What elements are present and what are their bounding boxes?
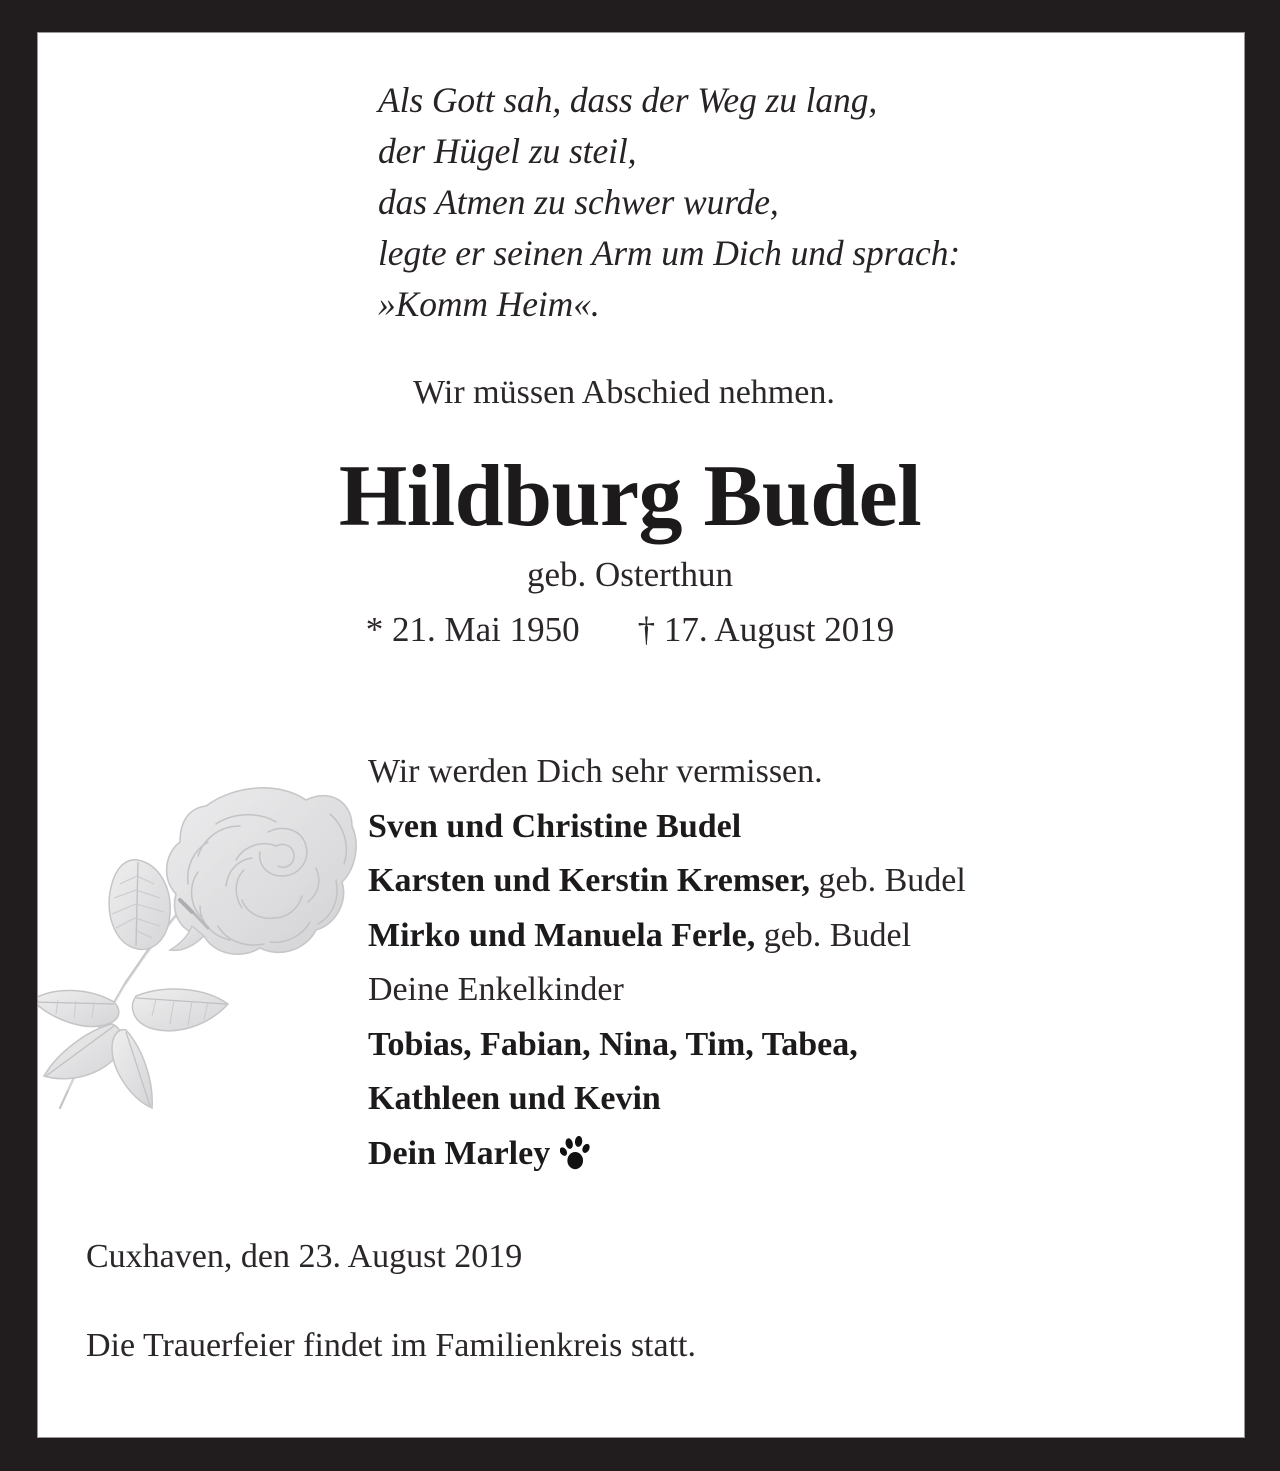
- mourner-name: Karsten und Kerstin Kremser,: [368, 862, 810, 899]
- place-and-date: Cuxhaven, den 23. August 2019: [86, 1238, 523, 1275]
- poem-line-3: das Atmen zu schwer wurde,: [378, 182, 779, 222]
- death-symbol: †: [637, 610, 656, 649]
- mourner-line: [368, 854, 1244, 909]
- mourner-name: Sven und Christine Budel: [368, 807, 742, 845]
- pet-line: [368, 1127, 1244, 1182]
- birth-symbol: *: [365, 610, 384, 649]
- missing-line: Wir werden Dich sehr vermissen.: [368, 753, 823, 790]
- mourner-name: Mirko und Manuela Ferle,: [368, 916, 756, 954]
- pet-name: Dein Marley: [368, 1134, 551, 1172]
- life-dates: [38, 605, 1222, 655]
- deceased-name: Hildburg Budel: [338, 448, 922, 545]
- mourner-suffix: geb. Budel: [809, 862, 966, 899]
- service-note: Die Trauerfeier findet im Familienkreis statt.: [86, 1327, 696, 1364]
- mourner-line: [368, 800, 1244, 855]
- grandchildren-label: Deine Enkelkinder: [368, 971, 624, 1008]
- poem-line-1: Als Gott sah, dass der Weg zu lang,: [378, 80, 878, 120]
- poem-line-2: der Hügel zu steil,: [378, 131, 637, 171]
- mourner-suffix: geb. Budel: [755, 916, 912, 954]
- poem-line-4: legte er seinen Arm um Dich und sprach:: [378, 233, 961, 273]
- grandchildren-line-1: Tobias, Fabian, Nina, Tim, Tabea,: [368, 1025, 858, 1063]
- death-date: 17. August 2019: [663, 610, 895, 649]
- memorial-poem: [378, 75, 1238, 330]
- maiden-name: geb. Osterthun: [526, 555, 734, 594]
- poem-line-5: »Komm Heim«.: [378, 284, 600, 324]
- deceased-identity-block: [38, 445, 1244, 655]
- rose-sketch-icon: [38, 768, 360, 1128]
- farewell-line: Wir müssen Abschied nehmen.: [413, 374, 835, 411]
- notice-footer: [86, 1235, 1186, 1368]
- birth-date: 21. Mai 1950: [391, 610, 580, 649]
- paw-print-icon: [560, 1133, 590, 1167]
- mourner-line: [368, 909, 1244, 964]
- grandchildren-line-2: Kathleen und Kevin: [368, 1080, 661, 1117]
- mourners-block: [368, 745, 1244, 1181]
- notice-content: [38, 33, 1244, 1437]
